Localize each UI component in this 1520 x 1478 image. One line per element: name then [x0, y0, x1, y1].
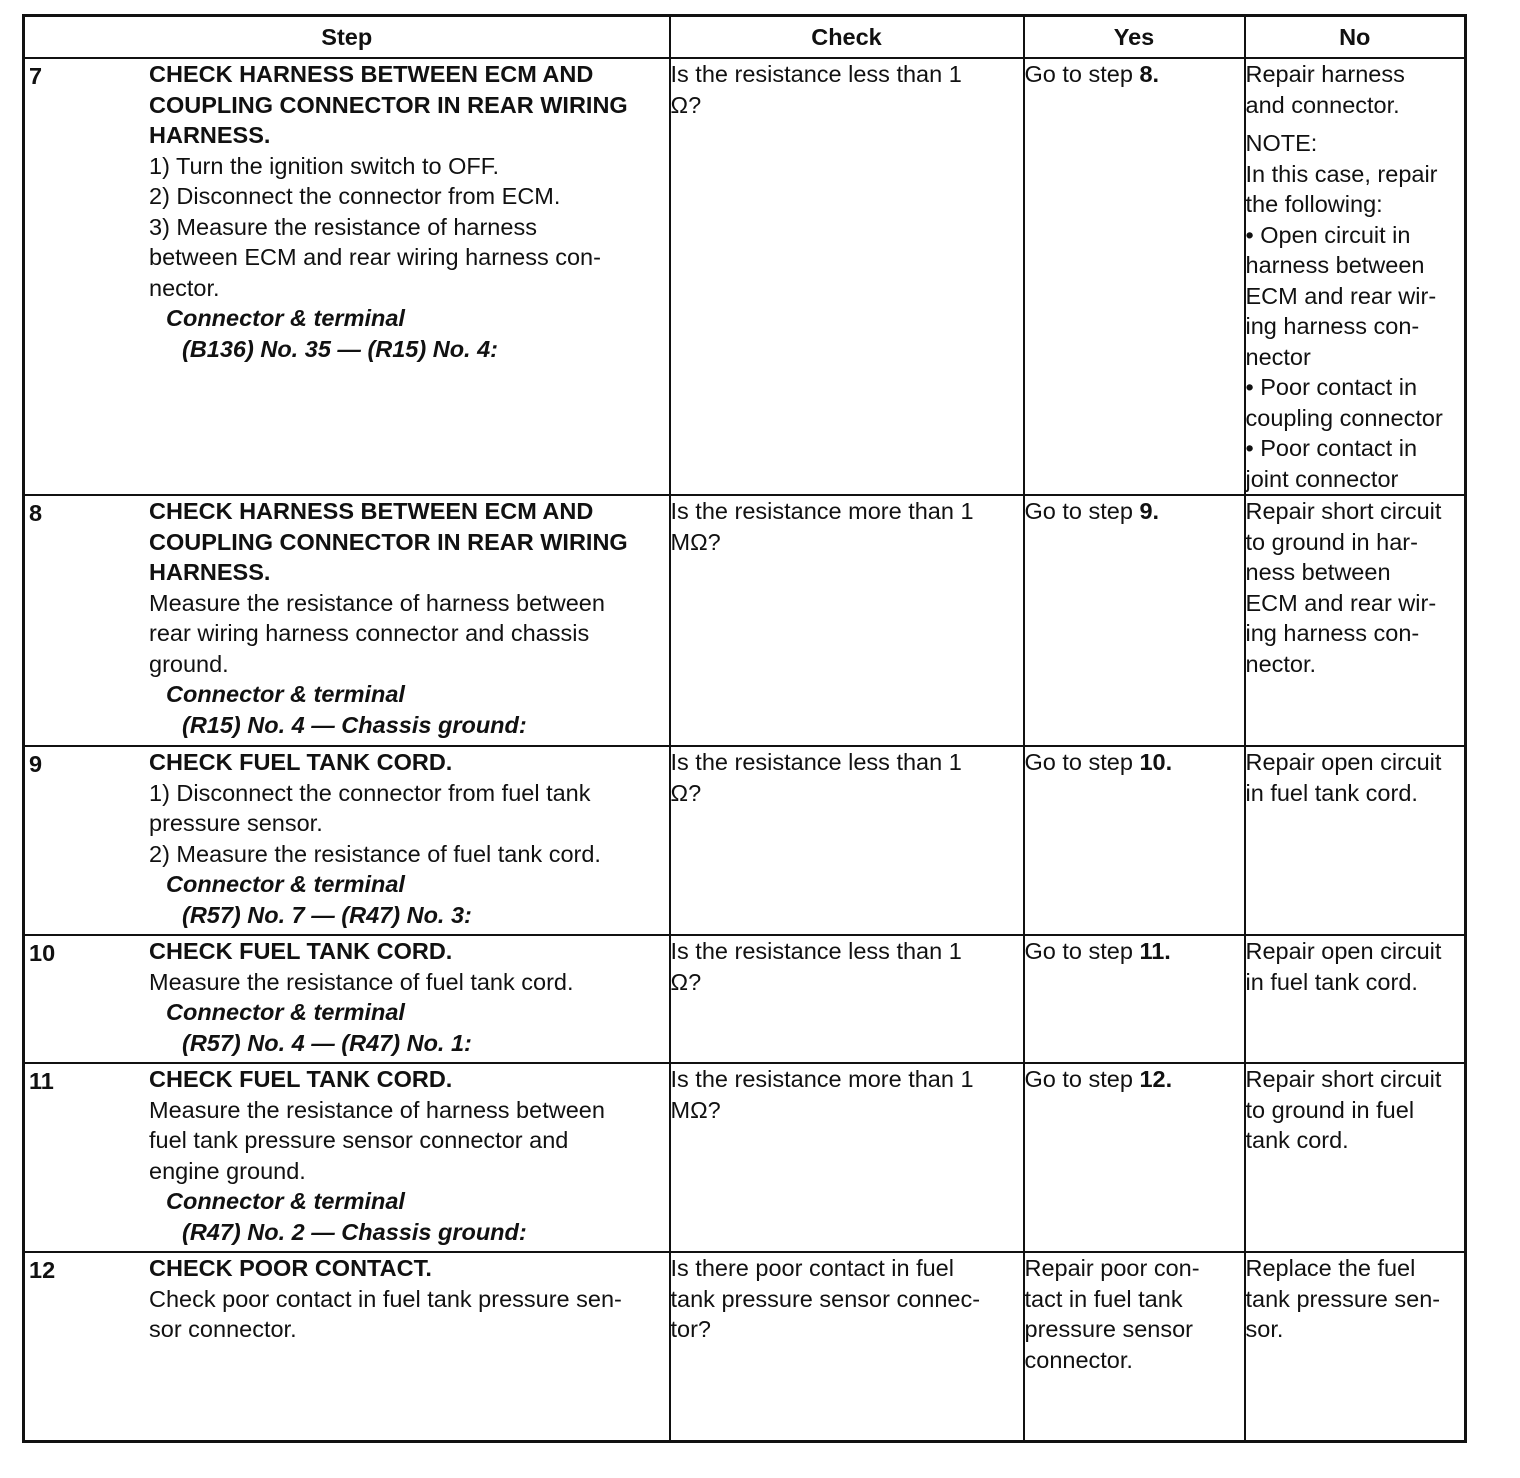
check-text-line: MΩ? — [670, 1096, 721, 1123]
yes-text: Go to step — [1024, 749, 1140, 775]
connector-label: Connector & terminal — [166, 999, 405, 1025]
no-cell — [1245, 1252, 1466, 1441]
step-title-line: CHECK FUEL TANK CORD. — [149, 749, 453, 775]
step-cell — [24, 495, 670, 746]
no-text-line: Replace the fuel — [1245, 1255, 1416, 1281]
yes-text-line: Repair poor con- — [1024, 1255, 1200, 1281]
note-bullet-line: • Open circuit in — [1245, 221, 1411, 248]
no-cell — [1245, 1063, 1466, 1252]
note-bullet-line: • Poor contact in — [1245, 374, 1418, 400]
check-text-line: MΩ? — [670, 528, 721, 555]
connector-terminal: (R57) No. 4 — (R47) No. 1: — [182, 1029, 472, 1056]
header-no: No — [1245, 16, 1466, 59]
step-number: 10 — [29, 940, 56, 966]
header-step: Step — [24, 16, 670, 59]
step-body — [149, 59, 669, 364]
step-text-line: 1) Disconnect the connector from fuel tank — [149, 779, 591, 806]
table-row — [24, 495, 1466, 746]
yes-step-ref: 12. — [1139, 1066, 1173, 1092]
check-cell — [670, 935, 1024, 1063]
check-cell — [670, 1252, 1024, 1441]
check-cell — [670, 495, 1024, 746]
step-cell — [24, 935, 670, 1063]
step-body — [149, 936, 669, 1058]
no-text-line: sor. — [1245, 1316, 1284, 1342]
check-cell — [670, 58, 1024, 495]
no-text-line: ness between — [1245, 559, 1391, 585]
step-text-line: Measure the resistance of harness between — [149, 589, 605, 616]
check-text-line: Is the resistance more than 1 — [670, 498, 974, 524]
yes-cell — [1024, 746, 1245, 935]
yes-step-ref: 9. — [1139, 498, 1160, 524]
check-cell — [670, 746, 1024, 935]
table-row — [24, 935, 1466, 1063]
step-cell — [24, 58, 670, 495]
yes-text-line: connector. — [1024, 1346, 1133, 1373]
check-text-line: Is the resistance more than 1 — [670, 1066, 974, 1092]
note-label: NOTE: — [1245, 130, 1318, 156]
diagnostic-table — [22, 14, 1467, 1443]
note-bullet-line: coupling connector — [1245, 404, 1443, 431]
note-bullet-line: harness between — [1245, 252, 1425, 278]
step-title-line: COUPLING CONNECTOR IN REAR WIRING — [149, 91, 628, 118]
no-cell — [1245, 935, 1466, 1063]
check-text-line: tank pressure sensor connec- — [670, 1285, 981, 1312]
table-row — [24, 1252, 1466, 1441]
no-text-line: Repair short circuit — [1245, 1066, 1442, 1092]
yes-text: Go to step — [1024, 938, 1140, 964]
step-title-line: HARNESS. — [149, 559, 271, 585]
no-text-line: Repair open circuit — [1245, 749, 1442, 775]
table-row — [24, 1063, 1466, 1252]
step-title-line: CHECK HARNESS BETWEEN ECM AND — [149, 61, 594, 87]
no-text-line: to ground in har- — [1245, 528, 1418, 555]
check-text-line: Ω? — [670, 91, 702, 118]
note-text-line: the following: — [1245, 191, 1383, 217]
note-bullet-line: • Poor contact in — [1245, 435, 1418, 461]
yes-action — [1025, 1064, 1244, 1095]
check-text-line: Is the resistance less than 1 — [670, 61, 962, 87]
check-text-line: Ω? — [670, 968, 702, 995]
no-text-line: Repair open circuit — [1245, 938, 1442, 964]
step-number: 12 — [29, 1257, 56, 1283]
check-text-line: Ω? — [670, 779, 702, 806]
step-text-line: sor connector. — [149, 1316, 297, 1342]
step-cell — [24, 1252, 670, 1441]
check-text-line: Is the resistance less than 1 — [670, 749, 962, 775]
connector-label: Connector & terminal — [166, 305, 405, 331]
no-text-line: ECM and rear wir- — [1245, 589, 1437, 616]
connector-terminal: (R15) No. 4 — Chassis ground: — [182, 711, 527, 738]
no-text-line: to ground in fuel — [1245, 1096, 1415, 1123]
header-row — [24, 16, 1466, 59]
yes-text-line: pressure sensor — [1024, 1316, 1193, 1342]
step-text-line: 3) Measure the resistance of harness — [149, 213, 537, 240]
no-text-line: Repair harness — [1245, 61, 1405, 87]
connector-label: Connector & terminal — [166, 871, 405, 897]
yes-text: Go to step — [1024, 61, 1140, 87]
table-row — [24, 58, 1466, 495]
no-cell — [1245, 495, 1466, 746]
yes-action — [1025, 747, 1244, 778]
note-bullet-line: nector — [1245, 343, 1311, 370]
yes-action — [1025, 59, 1244, 90]
step-body — [149, 1253, 669, 1345]
yes-text: Go to step — [1024, 498, 1140, 524]
table-row — [24, 746, 1466, 935]
yes-cell — [1024, 495, 1245, 746]
step-text-line: rear wiring harness connector and chassis — [149, 620, 590, 646]
no-text-line: in fuel tank cord. — [1245, 968, 1418, 995]
check-cell — [670, 1063, 1024, 1252]
step-body — [149, 747, 669, 930]
no-text-line: tank pressure sen- — [1245, 1285, 1441, 1312]
step-text-line: 2) Disconnect the connector from ECM. — [149, 183, 561, 209]
no-text-line: nector. — [1245, 650, 1317, 677]
step-text-line: 2) Measure the resistance of fuel tank cord. — [149, 840, 601, 867]
check-text-line: Is the resistance less than 1 — [670, 938, 962, 964]
no-text-line: Repair short circuit — [1245, 498, 1442, 524]
step-body — [149, 496, 669, 740]
yes-cell — [1024, 935, 1245, 1063]
yes-step-ref: 10. — [1139, 749, 1173, 775]
no-cell — [1245, 58, 1466, 495]
step-number: 8 — [29, 500, 43, 526]
check-text-line: Is there poor contact in fuel — [670, 1255, 954, 1281]
yes-step-ref: 11. — [1139, 938, 1171, 964]
no-text-line: tank cord. — [1245, 1127, 1349, 1153]
note-bullet-line: ing harness con- — [1245, 313, 1420, 339]
step-text-line: fuel tank pressure sensor connector and — [149, 1127, 569, 1153]
connector-label: Connector & terminal — [166, 681, 405, 707]
yes-cell — [1024, 1063, 1245, 1252]
yes-cell — [1024, 58, 1245, 495]
step-text-line: Measure the resistance of harness between — [149, 1096, 605, 1123]
step-cell — [24, 746, 670, 935]
no-text-line: and connector. — [1245, 91, 1400, 118]
note-bullet-line: joint connector — [1245, 465, 1399, 492]
no-cell — [1245, 746, 1466, 935]
step-text-line: ground. — [149, 650, 229, 677]
yes-text-line: tact in fuel tank — [1024, 1285, 1183, 1312]
step-title-line: COUPLING CONNECTOR IN REAR WIRING — [149, 528, 628, 555]
step-title-line: CHECK HARNESS BETWEEN ECM AND — [149, 498, 594, 524]
connector-terminal: (R47) No. 2 — Chassis ground: — [182, 1218, 527, 1245]
note-bullet-line: ECM and rear wir- — [1245, 282, 1437, 309]
step-text-line: engine ground. — [149, 1157, 306, 1184]
connector-terminal: (R57) No. 7 — (R47) No. 3: — [182, 901, 472, 928]
no-text-line: ing harness con- — [1245, 620, 1420, 646]
connector-terminal: (B136) No. 35 — (R15) No. 4: — [182, 335, 499, 362]
step-body — [149, 1064, 669, 1247]
yes-action — [1025, 496, 1244, 527]
step-title-line: HARNESS. — [149, 122, 271, 148]
connector-label: Connector & terminal — [166, 1188, 405, 1214]
step-text-line: pressure sensor. — [149, 810, 323, 836]
step-title-line: CHECK POOR CONTACT. — [149, 1255, 432, 1281]
yes-action — [1025, 936, 1244, 967]
step-text-line: Measure the resistance of fuel tank cord. — [149, 968, 574, 995]
step-number: 9 — [29, 751, 43, 777]
step-title-line: CHECK FUEL TANK CORD. — [149, 938, 453, 964]
step-number: 7 — [29, 63, 43, 89]
note-text-line: In this case, repair — [1245, 160, 1438, 187]
header-yes: Yes — [1024, 16, 1245, 59]
step-text-line: nector. — [149, 274, 220, 301]
step-cell — [24, 1063, 670, 1252]
step-text-line: between ECM and rear wiring harness con- — [149, 244, 601, 270]
yes-cell — [1024, 1252, 1245, 1441]
yes-text: Go to step — [1024, 1066, 1140, 1092]
step-title-line: CHECK FUEL TANK CORD. — [149, 1066, 453, 1092]
step-text-line: Check poor contact in fuel tank pressure sen- — [149, 1285, 622, 1312]
step-text-line: 1) Turn the ignition switch to OFF. — [149, 152, 500, 179]
no-text-line: in fuel tank cord. — [1245, 779, 1418, 806]
header-check: Check — [670, 16, 1024, 59]
check-text-line: tor? — [670, 1316, 711, 1342]
yes-step-ref: 8. — [1139, 61, 1160, 87]
step-number: 11 — [29, 1068, 54, 1094]
